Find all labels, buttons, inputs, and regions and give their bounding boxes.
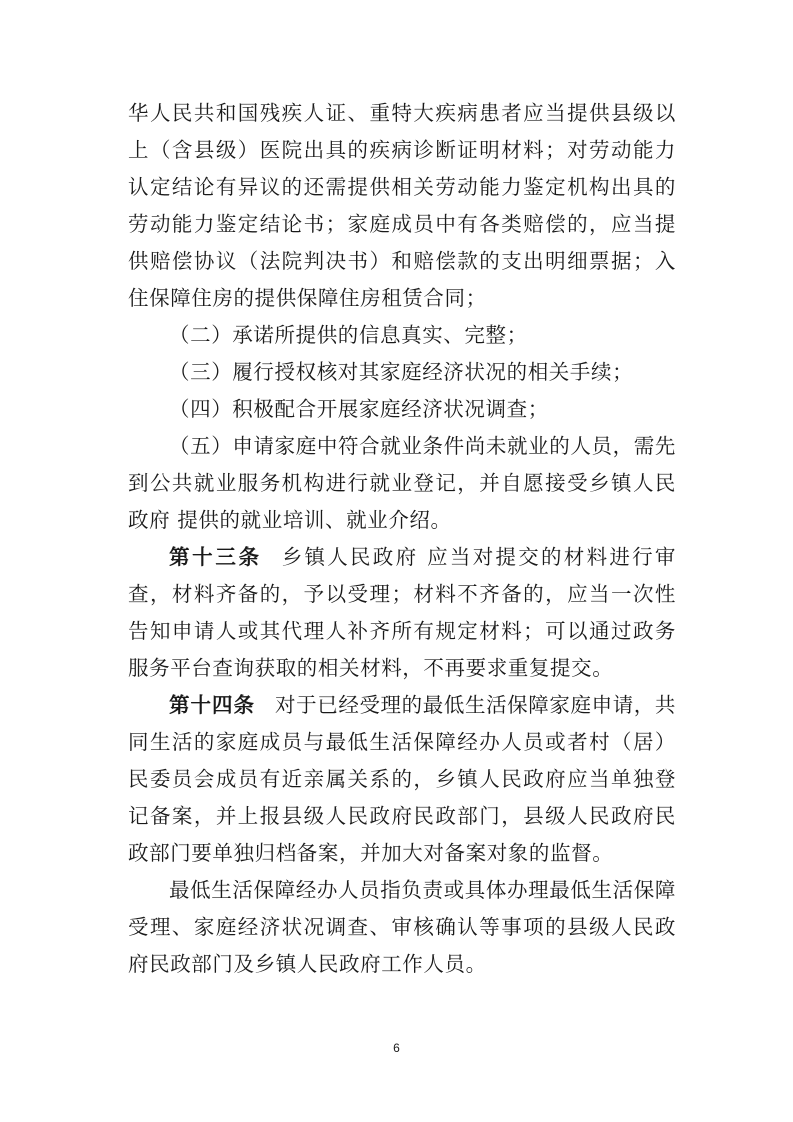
article-title: 第十四条 — [169, 693, 256, 717]
paragraph-text: 对于已经受理的最低生活保障家庭申请，共同生活的家庭成员与最低生活保障经办人员或者村（居）民委员会成员有近亲属关系的，乡镇人民政府应当单独登记备案，并上报县级人民政府民政部门，县级人民政府民政部门要单独归档备案，并加大对备案对象的监督。 — [128, 693, 677, 865]
paragraph-item-5 — [128, 428, 676, 539]
paragraph-text: （四）积极配合开展家庭经济状况调查； — [169, 397, 549, 421]
document-body — [128, 95, 676, 983]
paragraph-item-2 — [128, 317, 676, 354]
paragraph-text: （二）承诺所提供的信息真实、完整； — [169, 323, 528, 347]
paragraph-definition — [128, 872, 676, 983]
paragraph-text: （五）申请家庭中符合就业条件尚未就业的人员，需先到公共就业服务机构进行就业登记，并自愿接受乡镇人民政府 提供的就业培训、就业介绍。 — [128, 434, 676, 532]
page-number: 6 — [393, 1041, 400, 1055]
article-13 — [128, 539, 676, 687]
paragraph-text: 乡镇人民政府 应当对提交的材料进行审查，材料齐备的，予以受理；材料不齐备的，应当一次性告知申请人或其代理人补齐所有规定材料；可以通过政务服务平台查询获取的相关材料，不再要求重复提交。 — [128, 545, 676, 680]
paragraph-text: 华人民共和国残疾人证、重特大疾病患者应当提供县级以上（含县级）医院出具的疾病诊断证明材料；对劳动能力认定结论有异议的还需提供相关劳动能力鉴定机构出具的劳动能力鉴定结论书；家庭成员中有各类赔偿的，应当提供赔偿协议（法院判决书）和赔偿款的支出明细票据；入住保障住房的提供保障住房租赁合同； — [128, 101, 676, 310]
paragraph-text: （三）履行授权核对其家庭经济状况的相关手续； — [169, 360, 634, 384]
paragraph-item-3 — [128, 354, 676, 391]
article-title: 第十三条 — [169, 545, 262, 569]
article-14 — [128, 687, 676, 872]
paragraph-continuation — [128, 95, 676, 317]
paragraph-text: 最低生活保障经办人员指负责或具体办理最低生活保障受理、家庭经济状况调查、审核确认等事项的县级人民政府民政部门及乡镇人民政府工作人员。 — [128, 878, 676, 976]
paragraph-item-4 — [128, 391, 676, 428]
